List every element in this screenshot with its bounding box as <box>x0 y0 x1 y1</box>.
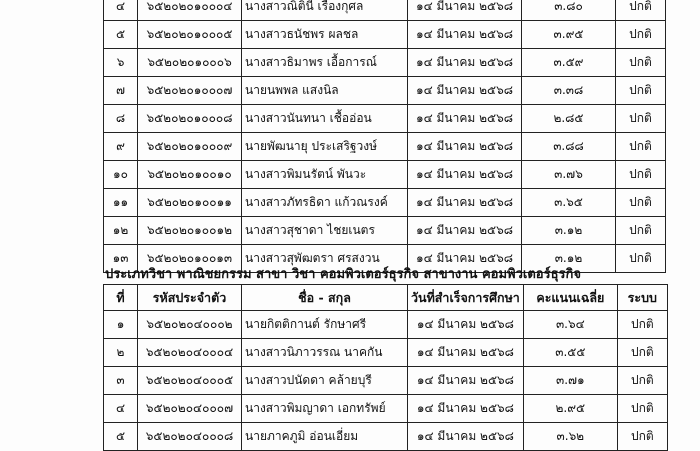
system: ปกติ <box>617 339 667 367</box>
graduates-table-2 <box>103 284 668 451</box>
student-id: ๖๕๒๐๒๐๔๐๐๐๘ <box>138 423 242 451</box>
graduation-date: ๑๔ มีนาคม ๒๕๖๘ <box>408 189 522 217</box>
header-student-id: รหัสประจำตัว <box>138 285 242 311</box>
student-id: ๖๕๒๐๒๐๑๐๐๐๔ <box>138 0 242 21</box>
table-row <box>104 311 668 339</box>
student-id: ๖๕๒๐๒๐๔๐๐๐๕ <box>138 367 242 395</box>
student-name: นางสาวสุพัฒตรา ศรสงวน <box>242 245 408 273</box>
gpa: ๓.๑๒ <box>522 217 616 245</box>
gpa: ๓.๑๒ <box>522 245 616 273</box>
system: ปกติ <box>616 0 666 21</box>
student-name: นายพัฒนายุ ประเสริฐวงษ์ <box>242 133 408 161</box>
system: ปกติ <box>617 423 667 451</box>
row-number: ๖ <box>104 49 138 77</box>
student-id: ๖๕๒๐๒๐๑๐๐๐๗ <box>138 77 242 105</box>
graduation-date: ๑๔ มีนาคม ๒๕๖๘ <box>408 49 522 77</box>
student-name: นางสาวนันทนา เชื้ออ่อน <box>242 105 408 133</box>
gpa: ๓.๗๖ <box>522 161 616 189</box>
header-number: ที่ <box>104 285 138 311</box>
system: ปกติ <box>616 105 666 133</box>
system: ปกติ <box>616 133 666 161</box>
student-id: ๖๕๒๐๒๐๑๐๐๑๓ <box>138 245 242 273</box>
gpa: ๓.๗๑ <box>523 367 617 395</box>
gpa: ๒.๘๕ <box>522 105 616 133</box>
system: ปกติ <box>617 367 667 395</box>
table-row <box>104 367 668 395</box>
student-name: นางสาวธนัชพร ผลชล <box>242 21 408 49</box>
row-number: ๘ <box>104 105 138 133</box>
student-id: ๖๕๒๐๒๐๔๐๐๐๔ <box>138 339 242 367</box>
graduates-table-1 <box>103 0 666 273</box>
table-row <box>104 105 666 133</box>
row-number: ๑ <box>104 311 138 339</box>
gpa: ๓.๕๕ <box>523 339 617 367</box>
student-id: ๖๕๒๐๒๐๑๐๐๐๕ <box>138 21 242 49</box>
table-row <box>104 189 666 217</box>
table-row <box>104 217 666 245</box>
system: ปกติ <box>616 77 666 105</box>
row-number: ๑๓ <box>104 245 138 273</box>
table-header-row <box>104 285 668 311</box>
gpa: ๓.๖๒ <box>523 423 617 451</box>
row-number: ๓ <box>104 367 138 395</box>
gpa: ๓.๕๙ <box>522 49 616 77</box>
student-id: ๖๕๒๐๒๐๔๐๐๐๗ <box>138 395 242 423</box>
student-id: ๖๕๒๐๒๐๑๐๐๑๑ <box>138 189 242 217</box>
table-row <box>104 339 668 367</box>
student-id: ๖๕๒๐๒๐๑๐๐๑๒ <box>138 217 242 245</box>
system: ปกติ <box>616 49 666 77</box>
row-number: ๔ <box>104 395 138 423</box>
table-row <box>104 49 666 77</box>
student-id: ๖๕๒๐๒๐๑๐๐๐๖ <box>138 49 242 77</box>
gpa: ๓.๖๔ <box>523 311 617 339</box>
row-number: ๒ <box>104 339 138 367</box>
graduation-date: ๑๔ มีนาคม ๒๕๖๘ <box>408 339 524 367</box>
header-name: ชื่อ - สกุล <box>242 285 408 311</box>
graduation-date: ๑๔ มีนาคม ๒๕๖๘ <box>408 105 522 133</box>
table-row <box>104 77 666 105</box>
graduation-date: ๑๔ มีนาคม ๒๕๖๘ <box>408 77 522 105</box>
system: ปกติ <box>616 245 666 273</box>
student-name: นางสาวภัทรธิดา แก้วณรงค์ <box>242 189 408 217</box>
graduation-date: ๑๔ มีนาคม ๒๕๖๘ <box>408 423 524 451</box>
header-gpa: คะแนนเฉลี่ย <box>523 285 617 311</box>
graduation-date: ๑๔ มีนาคม ๒๕๖๘ <box>408 395 524 423</box>
gpa: ๓.๘๐ <box>522 0 616 21</box>
student-name: นางสาวนิภาวรรณ นาคกัน <box>242 339 408 367</box>
row-number: ๑๒ <box>104 217 138 245</box>
table-row <box>104 395 668 423</box>
gpa: ๓.๓๘ <box>522 77 616 105</box>
row-number: ๕ <box>104 423 138 451</box>
student-id: ๖๕๒๐๒๐๑๐๐๐๙ <box>138 133 242 161</box>
gpa: ๓.๙๕ <box>522 21 616 49</box>
row-number: ๑๐ <box>104 161 138 189</box>
graduation-date: ๑๔ มีนาคม ๒๕๖๘ <box>408 217 522 245</box>
system: ปกติ <box>616 189 666 217</box>
student-name: นายนพพล แสงนิล <box>242 77 408 105</box>
student-name: นางสาวณิตินี เรืองกุศล <box>242 0 408 21</box>
gpa: ๓.๖๕ <box>522 189 616 217</box>
table-row <box>104 133 666 161</box>
graduation-date: ๑๔ มีนาคม ๒๕๖๘ <box>408 161 522 189</box>
table-row <box>104 21 666 49</box>
gpa: ๓.๘๘ <box>522 133 616 161</box>
table-row <box>104 0 666 21</box>
student-name: นางสาวพิมนรัตน์ พันวะ <box>242 161 408 189</box>
student-name: นางสาวพิมญาดา เอกทรัพย์ <box>242 395 408 423</box>
student-id: ๖๕๒๐๒๐๑๐๐๐๘ <box>138 105 242 133</box>
system: ปกติ <box>616 161 666 189</box>
graduation-date: ๑๔ มีนาคม ๒๕๖๘ <box>408 311 524 339</box>
header-graduation-date: วันที่สำเร็จการศึกษา <box>408 285 524 311</box>
student-id: ๖๕๒๐๒๐๔๐๐๐๒ <box>138 311 242 339</box>
graduation-date: ๑๔ มีนาคม ๒๕๖๘ <box>408 0 522 21</box>
student-name: นายภาคภูมิ อ่อนเอี่ยม <box>242 423 408 451</box>
graduation-date: ๑๔ มีนาคม ๒๕๖๘ <box>408 21 522 49</box>
row-number: ๙ <box>104 133 138 161</box>
graduation-date: ๑๔ มีนาคม ๒๕๖๘ <box>408 245 522 273</box>
row-number: ๑๑ <box>104 189 138 217</box>
system: ปกติ <box>617 395 667 423</box>
student-name: นางสาวธิมาพร เอื้อการณ์ <box>242 49 408 77</box>
header-system: ระบบ <box>617 285 667 311</box>
table-row <box>104 161 666 189</box>
system: ปกติ <box>617 311 667 339</box>
section-caption: ประเภทวิชา พาณิชยกรรม สาขา วิชา คอมพิวเตอร์ธุรกิจ สาขางาน คอมพิวเตอร์ธุรกิจ <box>105 267 581 282</box>
graduation-date: ๑๔ มีนาคม ๒๕๖๘ <box>408 367 524 395</box>
student-name: นายกิตติกานต์ รักษาศรี <box>242 311 408 339</box>
system: ปกติ <box>616 217 666 245</box>
student-name: นางสาวปนัดดา คล้ายบุรี <box>242 367 408 395</box>
row-number: ๔ <box>104 0 138 21</box>
table-row <box>104 423 668 451</box>
student-name: นางสาวสุชาดา ไชยเนตร <box>242 217 408 245</box>
system: ปกติ <box>616 21 666 49</box>
student-id: ๖๕๒๐๒๐๑๐๐๑๐ <box>138 161 242 189</box>
row-number: ๗ <box>104 77 138 105</box>
gpa: ๒.๙๕ <box>523 395 617 423</box>
row-number: ๕ <box>104 21 138 49</box>
graduation-date: ๑๔ มีนาคม ๒๕๖๘ <box>408 133 522 161</box>
